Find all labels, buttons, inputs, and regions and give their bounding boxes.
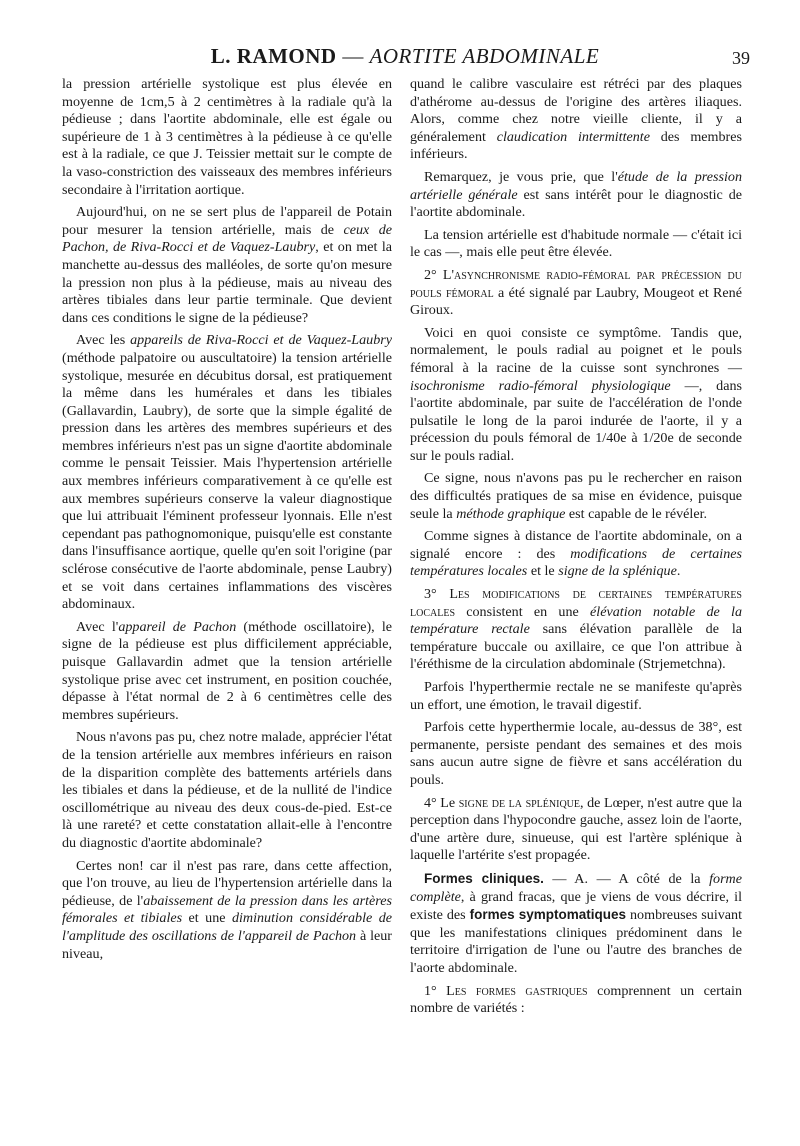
header-subject: AORTITE ABDOMINALE xyxy=(369,44,600,68)
paragraph-text: La tension artérielle est d'habitude normale — c'était ici le cas —, mais elle peut être élevée. xyxy=(410,226,742,261)
text: à leur niveau, xyxy=(62,927,392,962)
italic-text: appareils de Riva-Rocci et de Vaquez-Laubry xyxy=(130,332,392,349)
text: Le xyxy=(436,794,459,811)
italic-text: forme complète xyxy=(410,870,742,905)
text: et une xyxy=(182,910,232,927)
italic-text: modifications de certaines températures locales xyxy=(410,545,742,580)
header-author: L. RAMOND xyxy=(210,44,337,68)
paragraph xyxy=(62,729,392,852)
paragraph xyxy=(410,267,742,320)
paragraph-text: Nous n'avons pas pu, chez notre malade, apprécier l'état de la tension artérielle aux membres inférieurs en raison de la disparition complète des battements artériels dans les tibiales et dans la pédieuse, et de la nullité de l'indice oscillométrique au niveau des deux cous-de-pied. Est-ce là une rareté? et cette constatation allait-elle à l'encontre du diagnostic d'aortite abdominale? xyxy=(62,729,392,851)
smallcaps-text: signe de la splénique xyxy=(458,794,581,811)
paragraph xyxy=(410,227,742,262)
paragraph xyxy=(410,169,742,222)
right-column xyxy=(410,76,742,1023)
text: (méthode oscillatoire), le signe de la pédieuse est plus difficilement appréciable, puisque Gallavardin admet que la tension artérielle systolique prise avec cet instrument, en position couchée, dépasse à l'état normal de 2 à 6 centimètres celle des membres supérieurs. xyxy=(62,618,393,723)
text: Aujourd'hui, on ne se sert plus de l'appareil de Potain pour mesurer la tension artérielle, mais de xyxy=(62,204,392,238)
header-separator: — xyxy=(336,44,370,68)
text: a été signalé par Laubry, Mougeot et René Giroux. xyxy=(410,284,742,319)
running-title xyxy=(60,44,750,69)
text: Voici en quoi consiste ce symptôme. Tandis que, normalement, le pouls radial au poignet et le pouls fémoral à la racine de la cuisse sont synchrones — xyxy=(410,324,742,376)
smallcaps-text: Les modifications de certaines températures locales xyxy=(410,586,742,620)
text: est capable de le révéler. xyxy=(565,505,708,522)
text: Certes non! car il n'est pas rare, dans cette affection, que l'on trouve, au lieu de l'hypertension artérielle dans la pédieuse, de l' xyxy=(62,857,392,909)
paragraph xyxy=(410,983,742,1018)
paragraph xyxy=(410,528,742,581)
italic-text: diminution considérable de l'amplitude des oscillations de l'appareil de Pachon xyxy=(62,910,392,944)
text: et le xyxy=(527,563,559,580)
paragraph xyxy=(410,719,742,789)
text: est sans intérêt pour le diagnostic de l'aortite abdominale. xyxy=(410,186,742,221)
text: 3° xyxy=(424,586,437,603)
text: —, dans l'aortite abdominale, par suite de l'accélération de l'onde pulsatile le long de la paroi indurée de l'aorte, il y a précession du pouls fémoral de 1/40e à 1/20e de seconde sur le pouls radial. xyxy=(410,377,742,464)
text: consistent en une xyxy=(455,603,591,620)
paragraph xyxy=(410,795,742,865)
text: — A. — A côté de la xyxy=(543,870,710,887)
text: 1° xyxy=(424,982,437,999)
paragraph xyxy=(62,332,392,614)
italic-text: claudication intermittente xyxy=(496,128,650,145)
italic-text: signe de la splénique xyxy=(558,563,677,580)
italic-text: ceux de Pachon, de Riva-Rocci et de Vaquez-Laubry xyxy=(62,221,392,256)
text: . xyxy=(676,563,681,580)
paragraph xyxy=(410,325,742,466)
paragraph xyxy=(410,470,742,523)
paragraph-text: Parfois l'hyperthermie rectale ne se manifeste qu'après un effort, une émotion, le travail digestif. xyxy=(410,679,742,713)
left-column xyxy=(62,76,392,968)
italic-text: appareil de Pachon xyxy=(118,618,237,635)
paragraph xyxy=(410,679,742,714)
italic-text: élévation notable de la température rectale xyxy=(410,603,743,638)
text: des membres inférieurs. xyxy=(410,128,742,163)
paragraph xyxy=(410,586,742,674)
paragraph-text: la pression artérielle systolique est plus élevée en moyenne de 1cm,5 à 2 centimètres à la radiale qu'à la pédieuse ; dans l'aortite abdominale, elle est égale ou supérieure de 1 à 3 centimètres à la pédieuse à ce qu'elle est à la radiale, ce que J. Teissier mettait sur le compte de la vaso-constriction des vaisseaux des membres inférieurs secondaire à l'irritation aortique. xyxy=(62,76,392,198)
paragraph xyxy=(62,204,392,327)
text: quand le calibre vasculaire est rétréci par des plaques d'athérome au-dessus de l'origine des artères iliaques. Alors, comme chez notre vieille cliente, il y a généralement xyxy=(410,76,742,145)
paragraph xyxy=(62,858,392,964)
text: nombreuses suivant que les manifestations cliniques prédominent dans le territoire d'irrigation de l'une ou l'autre des branches de l'aorte abdominale. xyxy=(410,907,743,976)
italic-text: méthode graphique xyxy=(456,505,566,522)
italic-text: étude de la pression artérielle générale xyxy=(410,168,742,203)
text: Avec les xyxy=(76,332,131,349)
paragraph xyxy=(410,76,742,164)
smallcaps-text: Les formes gastriques xyxy=(436,982,588,999)
text: Remarquez, je vous prie, que l' xyxy=(424,168,618,185)
section-heading: Formes cliniques. xyxy=(424,870,544,886)
paragraph-text: Parfois cette hyperthermie locale, au-dessus de 38°, est permanente, persiste pendant des semaines et des mois sans aucun autre signe de fièvre et sans accélération du pouls. xyxy=(410,719,742,788)
text: comprennent un certain nombre de variétés : xyxy=(410,982,743,1017)
text: , et on met la manchette au-dessus des malléoles, de sorte qu'on mesure la pression non plus à la pédieuse, mais au niveau des artères tibiales dans leur partie terminale. Que devient dans ces conditions le signe de la pédieuse? xyxy=(62,239,392,326)
text: Avec l' xyxy=(76,618,119,635)
smallcaps-text: L'asynchronisme radio-fémoral par précession du pouls fémoral xyxy=(410,266,742,301)
paragraph xyxy=(62,76,392,199)
text: 2° xyxy=(424,266,437,283)
text: Ce signe, nous n'avons pas pu le rechercher en raison des difficultés pratiques de sa mise en évidence, puisque seule la xyxy=(410,470,742,522)
text: sans élévation parallèle de la température buccale ou axillaire, ce que l'on attribue à l'éréthisme de la circulation abdominale (Strjemetchna). xyxy=(410,621,742,673)
paragraph xyxy=(62,619,392,725)
text: 4° xyxy=(424,794,437,811)
text: , de Lœper, n'est autre que la perception dans l'hypocondre gauche, assez loin de l'aorte, d'une artère dure, sinueuse, qui est l'artère splénique à laquelle l'artérite s'est propagée. xyxy=(410,794,742,864)
text: (méthode palpatoire ou auscultatoire) la tension artérielle systolique, mesurée en décubitus dorsal, est pratiquement la même dans les humérales et dans les tibiales (Gallavardin, Laubry), de sorte que la simple égalité de pression dans les artères des membres supérieurs et des membres inférieurs n'est pas un signe d'aortite abdominale comme le pensait Teissier. Mais l'hypertension artérielle aux membres inférieurs comparativement à ce qu'elle est aux membres supérieurs conserve la valeur diagnostique que lui attribuait l'éminent professeur lyonnais. Elle n'est cependant pas pathognomonique, puisqu'elle est constante dans l'insuffisance aortique, quelle qu'en soit l'origine (par sclérose consécutive de l'aorte abdominale, pense Laubry) et se voit dans certaines inflammations des viscères abdominaux. xyxy=(62,349,392,613)
text: Comme signes à distance de l'aortite abdominale, on a signalé encore : des xyxy=(410,528,742,562)
text: , à grand fracas, que je viens de vous décrire, il existe des xyxy=(410,888,742,924)
italic-text: isochronisme radio-fémoral physiologique xyxy=(410,377,671,394)
bold-text: formes symptomatiques xyxy=(469,907,627,923)
italic-text: abaissement de la pression dans les artères fémorales et tibiales xyxy=(62,892,393,927)
page-number: 39 xyxy=(732,48,750,68)
running-header xyxy=(60,44,750,74)
paragraph xyxy=(410,870,742,978)
